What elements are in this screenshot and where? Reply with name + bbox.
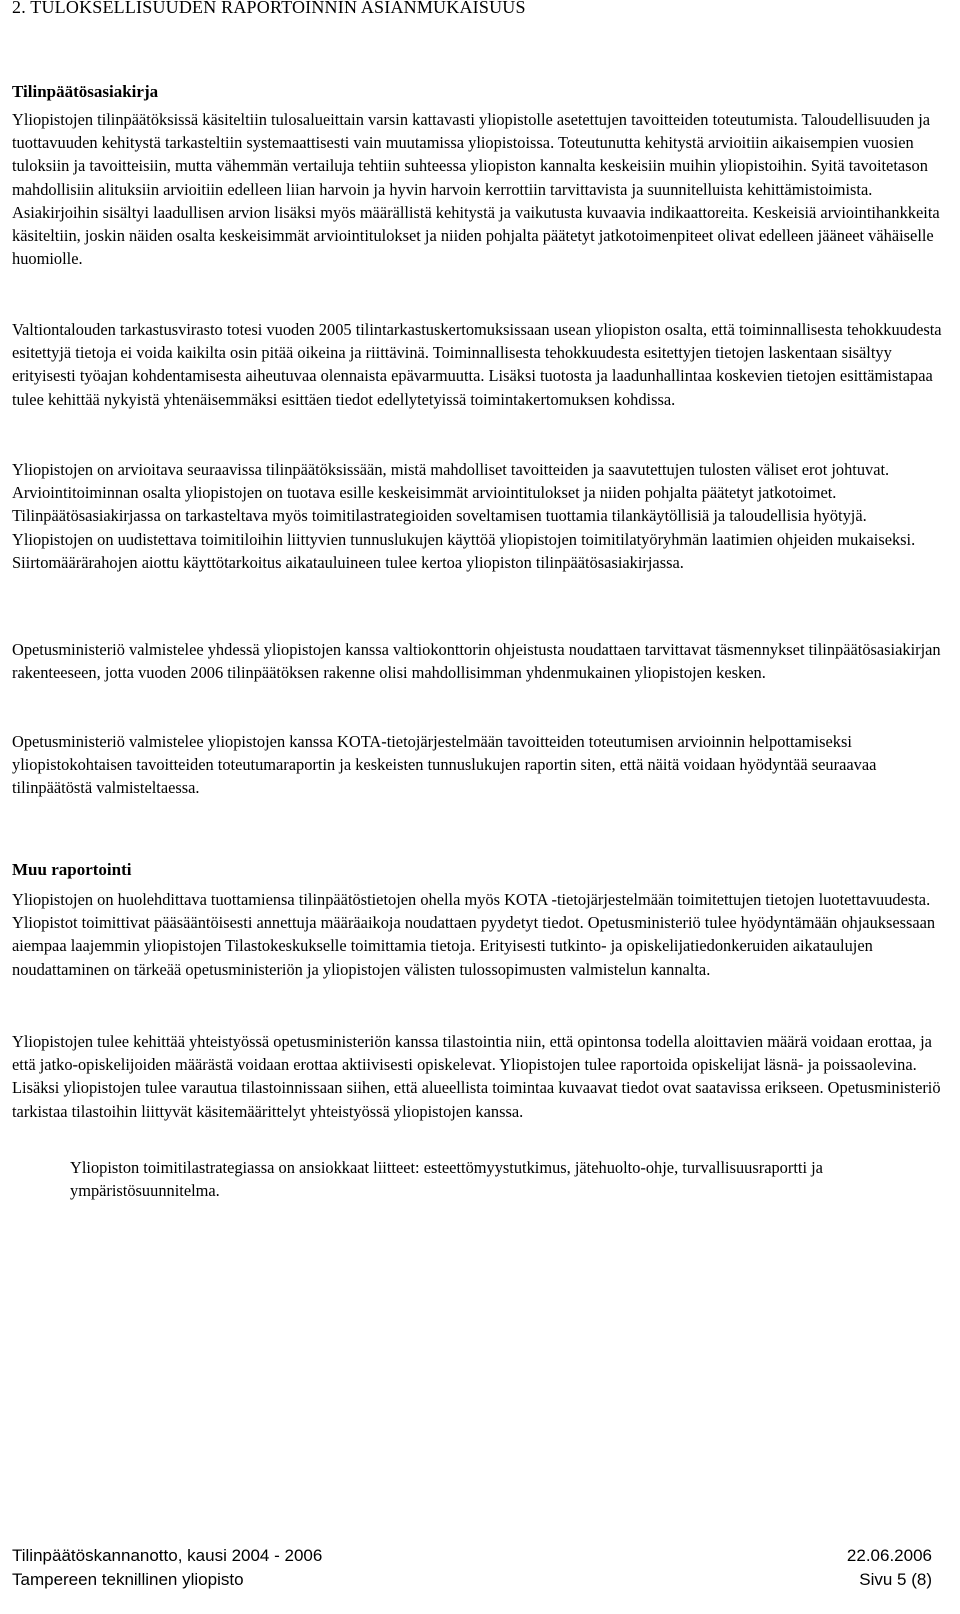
footer-date: 22.06.2006 xyxy=(846,1546,932,1565)
footer-doc-title: Tilinpäätöskannanotto, kausi 2004 - 2006 xyxy=(12,1546,323,1565)
paragraph: Opetusministeriö valmistelee yhdessä yliopistojen kanssa valtiokonttorin ohjeistusta noudattaen tarvittavat täsmennykset tilinpäätösasiakirjan rakenteeseen, jotta vuoden 2006 tilinpäätöksen rakenne olisi mahdollisimman yhdenmukainen yliopistojen kesken. xyxy=(12,640,941,683)
footer-organization: Tampereen teknillinen yliopisto xyxy=(12,1570,244,1589)
footer-row-bottom xyxy=(12,1568,932,1592)
main-heading: 2. TULOKSELLISUUDEN RAPORTOINNIN ASIANMUKAISUUS xyxy=(12,0,526,17)
paragraph: Yliopistojen on huolehdittava tuottamiensa tilinpäätöstietojen ohella myös KOTA -tietojärjestelmään toimitettujen tietojen luotettavuudesta. Yliopistot toimittivat pääsääntöisesti annettuja määräaikoja noudattaen pyydetyt tiedot. Opetusministeriö tulee hyödyntämään ohjauksessaan aiempaa laajemmin yliopistojen Tilastokeskukselle toimittamia tietoja. Erityisesti tutkinto- ja opiskelijatiedonkeruiden aikataulujen noudattaminen on tärkeää opetusministeriön ja yliopistojen välisten tulossopimusten valmistelun kannalta. xyxy=(12,890,936,979)
footer-row-top xyxy=(12,1544,932,1568)
paragraph: Valtiontalouden tarkastusvirasto totesi vuoden 2005 tilintarkastuskertomuksissaan usean yliopiston osalta, että toiminnallisesta tehokkuudesta esitettyjä tietoja ei voida kaikilta osin pitää oikeina ja riittävinä. Toiminnallisesta tehokkuudesta esitettyjen tietojen laskentaan sisältyy erityisesti työajan kohdentamisesta aiheutuvaa olennaista epävarmuutta. Lisäksi tuotosta ja laadunhallintaa koskevien tietojen esittämistapaa tulee kehittää nykyistä yhtenäisemmäksi esittäen tiedot edellytetyissä toimintakertomuksen kohdissa. xyxy=(12,320,942,409)
indented-paragraph: Yliopiston toimitilastrategiassa on ansiokkaat liitteet: esteettömyystutkimus, jätehuolto-ohje, turvallisuusraportti ja ympäristösuunnitelma. xyxy=(70,1158,823,1201)
paragraph: Opetusministeriö valmistelee yliopistojen kanssa KOTA-tietojärjestelmään tavoitteiden toteutumisen arvioinnin helpottamiseksi yliopistokohtaisen tavoitteiden toteutumaraportin ja keskeisten tunnuslukujen raportin siten, että näitä voidaan hyödyntää seuraavaa tilinpäätöstä valmisteltaessa. xyxy=(12,732,877,798)
section-title-tilinpaatosasiakirja: Tilinpäätösasiakirja xyxy=(12,82,159,101)
section-title-muu-raportointi: Muu raportointi xyxy=(12,860,132,879)
paragraph: Yliopistojen tulee kehittää yhteistyössä opetusministeriön kanssa tilastointia niin, että opintonsa todella aloittavien määrä voidaan erottaa, ja että jatko-opiskelijoiden määrästä voidaan erottaa aktiivisesti opiskelevat. Yliopistojen tulee raportoida opiskelijat läsnä- ja poissaolevina. Lisäksi yliopistojen tulee varautua tilastoinnissaan siihen, että alueellista toimintaa kuvaavat tiedot ovat saatavissa erikseen. Opetusministeriö tarkistaa tilastoihin liittyvät käsitemäärittelyt yhteistyössä yliopistojen kanssa. xyxy=(12,1032,941,1121)
paragraph: Yliopistojen tilinpäätöksissä käsiteltiin tulosalueittain varsin kattavasti yliopistolle asetettujen tavoitteiden toteutumista. Taloudellisuuden ja tuottavuuden kehitystä tarkasteltiin systemaattisesti vain muutamissa yliopistoissa. Toteutunutta kehitystä arvioitiin aikaisempien vuosien tuloksiin ja tavoitteisiin, mutta vähemmän vertailuja tehtiin suhteessa yliopiston kannalta keskeisiin muihin yliopistoihin. Syitä tavoitetason mahdollisiin alituksiin arvioitiin edelleen liian harvoin ja hyvin harvoin kerrottiin tarvittavista ja suunnitelluista kehittämistoimista. Asiakirjoihin sisältyi laadullisen arvion lisäksi myös määrällistä kehitystä ja vaikutusta kuvaavia indikaattoreita. Keskeisiä arviointihankkeita käsiteltiin, joskin näiden osalta keskeisimmät arviointitulokset ja niiden pohjalta päätetyt jatkotoimenpiteet olivat edelleen jääneet vähäiselle huomiolle. xyxy=(12,110,940,269)
page-footer xyxy=(12,1544,932,1592)
footer-page-number: Sivu 5 (8) xyxy=(859,1570,932,1589)
paragraph: Yliopistojen on arvioitava seuraavissa tilinpäätöksissään, mistä mahdolliset tavoitteiden ja saavutettujen tulosten väliset erot johtuvat. Arviointitoiminnan osalta yliopistojen on tuotava esille keskeisimmät arviointitulokset ja niiden pohjalta päätetyt jatkotoimet. Tilinpäätösasiakirjassa on tarkasteltava myös toimitilastrategioiden soveltamisen tuottamia tilankäytöllisiä ja taloudellisia hyötyjä. Yliopistojen on uudistettava toimitiloihin liittyvien tunnuslukujen käyttöä yliopistojen toimitilatyöryhmän laatimien ohjeiden mukaiseksi. Siirtomäärärahojen aiottu käyttötarkoitus aikatauluineen tulee kertoa yliopiston tilinpäätösasiakirjassa. xyxy=(12,460,916,572)
